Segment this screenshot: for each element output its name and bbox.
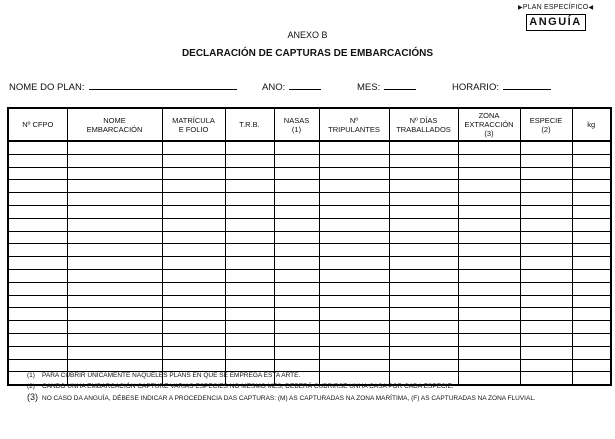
table-cell[interactable]	[225, 308, 274, 321]
table-cell[interactable]	[67, 269, 162, 282]
table-cell[interactable]	[389, 193, 458, 206]
table-cell[interactable]	[8, 231, 67, 244]
table-cell[interactable]	[225, 257, 274, 270]
table-cell[interactable]	[225, 321, 274, 334]
table-cell[interactable]	[67, 180, 162, 193]
table-cell[interactable]	[572, 269, 611, 282]
table-cell[interactable]	[520, 346, 572, 359]
table-cell[interactable]	[67, 167, 162, 180]
table-cell[interactable]	[274, 257, 319, 270]
table-cell[interactable]	[162, 244, 225, 257]
month-line[interactable]	[384, 80, 416, 90]
table-cell[interactable]	[162, 154, 225, 167]
year-line[interactable]	[289, 80, 321, 90]
table-row	[8, 244, 611, 257]
table-cell[interactable]	[389, 180, 458, 193]
table-cell[interactable]	[162, 193, 225, 206]
table-cell[interactable]	[319, 167, 389, 180]
table-cell[interactable]	[225, 295, 274, 308]
table-cell[interactable]	[458, 308, 520, 321]
table-cell[interactable]	[67, 193, 162, 206]
table-cell[interactable]	[319, 333, 389, 346]
table-cell[interactable]	[67, 154, 162, 167]
table-cell[interactable]	[520, 269, 572, 282]
column-header: NOME EMBARCACIÓN	[67, 108, 162, 141]
table-cell[interactable]	[319, 346, 389, 359]
table-cell[interactable]	[319, 257, 389, 270]
table-cell[interactable]	[67, 218, 162, 231]
table-row	[8, 269, 611, 282]
table-cell[interactable]	[389, 257, 458, 270]
table-cell[interactable]	[67, 141, 162, 154]
footnote-number: (2)	[27, 383, 35, 390]
table-cell[interactable]	[572, 282, 611, 295]
table-cell[interactable]	[458, 244, 520, 257]
table-cell[interactable]	[162, 141, 225, 154]
table-cell[interactable]	[572, 257, 611, 270]
table-cell[interactable]	[389, 141, 458, 154]
table-cell[interactable]	[520, 308, 572, 321]
footnote	[27, 381, 536, 392]
table-cell[interactable]	[572, 205, 611, 218]
column-header: ESPECIE (2)	[520, 108, 572, 141]
footnotes	[27, 370, 536, 404]
column-header: Nº TRIPULANTES	[319, 108, 389, 141]
table-cell[interactable]	[274, 180, 319, 193]
table-cell[interactable]	[572, 180, 611, 193]
table-cell[interactable]	[162, 257, 225, 270]
table-cell[interactable]	[458, 257, 520, 270]
table-cell[interactable]	[67, 295, 162, 308]
table-cell[interactable]	[572, 359, 611, 372]
plan-label	[518, 3, 593, 13]
table-cell[interactable]	[67, 257, 162, 270]
table-cell[interactable]	[225, 282, 274, 295]
table-cell[interactable]	[8, 257, 67, 270]
table-cell[interactable]	[458, 154, 520, 167]
table-cell[interactable]	[572, 333, 611, 346]
table-cell[interactable]	[162, 205, 225, 218]
table-cell[interactable]	[319, 269, 389, 282]
footnote-text: CANDO UNHA EMBARCACIÓN CAPTURE VARIAS ESPECIES NO MESMO MES, DEBERÁ CUBRIRSE UNHA CASA POR CADA ESPECIE.	[42, 383, 454, 390]
table-cell[interactable]	[67, 308, 162, 321]
table-cell[interactable]	[162, 218, 225, 231]
plan-badge	[518, 3, 593, 31]
table-cell[interactable]	[8, 167, 67, 180]
table-cell[interactable]	[162, 308, 225, 321]
plan-name-field[interactable]	[9, 80, 237, 93]
table-cell[interactable]	[572, 295, 611, 308]
table-row	[8, 295, 611, 308]
table-cell[interactable]	[274, 346, 319, 359]
table-cell[interactable]	[8, 333, 67, 346]
table-cell[interactable]	[458, 269, 520, 282]
table-cell[interactable]	[319, 244, 389, 257]
table-row	[8, 154, 611, 167]
table-cell[interactable]	[162, 269, 225, 282]
schedule-line[interactable]	[503, 80, 551, 90]
table-cell[interactable]	[67, 244, 162, 257]
table-cell[interactable]	[520, 295, 572, 308]
table-cell[interactable]	[458, 333, 520, 346]
table-cell[interactable]	[225, 333, 274, 346]
plan-name-label: NOME DO PLAN:	[9, 82, 85, 93]
table-cell[interactable]	[389, 154, 458, 167]
table-cell[interactable]	[319, 231, 389, 244]
table-cell[interactable]	[458, 321, 520, 334]
table-cell[interactable]	[572, 321, 611, 334]
table-cell[interactable]	[572, 193, 611, 206]
table-cell[interactable]	[319, 295, 389, 308]
table-row	[8, 205, 611, 218]
table-cell[interactable]	[389, 218, 458, 231]
table-cell[interactable]	[572, 308, 611, 321]
table-row	[8, 257, 611, 270]
table-cell[interactable]	[572, 154, 611, 167]
table-cell[interactable]	[458, 180, 520, 193]
table-cell[interactable]	[274, 295, 319, 308]
table-cell[interactable]	[319, 180, 389, 193]
table-row	[8, 218, 611, 231]
table-cell[interactable]	[8, 218, 67, 231]
table-cell[interactable]	[8, 321, 67, 334]
year-label: ANO:	[262, 82, 286, 93]
column-header: NASAS (1)	[274, 108, 319, 141]
table-cell[interactable]	[274, 154, 319, 167]
table-cell[interactable]	[225, 154, 274, 167]
table-cell[interactable]	[389, 321, 458, 334]
table-cell[interactable]	[520, 333, 572, 346]
footnote-text: PARA CUBRIR UNICAMENTE NAQUELES PLANS EN QUE SE EMPREGA ESTA ARTE.	[42, 372, 301, 379]
table-cell[interactable]	[389, 346, 458, 359]
table-cell[interactable]	[225, 231, 274, 244]
table-cell[interactable]	[572, 231, 611, 244]
table-cell[interactable]	[389, 167, 458, 180]
table-cell[interactable]	[225, 346, 274, 359]
table-row	[8, 193, 611, 206]
table-cell[interactable]	[274, 167, 319, 180]
page-title: DECLARACIÓN DE CAPTURAS DE EMBARCACIÓNS	[181, 48, 434, 59]
table-cell[interactable]	[520, 218, 572, 231]
table-row	[8, 321, 611, 334]
table-cell[interactable]	[274, 269, 319, 282]
table-cell[interactable]	[572, 372, 611, 385]
table-body	[8, 141, 611, 385]
table-cell[interactable]	[458, 282, 520, 295]
table-cell[interactable]	[225, 167, 274, 180]
plan-label-text: PLAN ESPECÍFICO	[522, 4, 589, 11]
table-cell[interactable]	[162, 167, 225, 180]
table-cell[interactable]	[162, 321, 225, 334]
table-cell[interactable]	[225, 269, 274, 282]
table-cell[interactable]	[225, 180, 274, 193]
table-row	[8, 141, 611, 154]
table-cell[interactable]	[8, 205, 67, 218]
column-header: MATRÍCULA E FOLIO	[162, 108, 225, 141]
table-cell[interactable]	[458, 295, 520, 308]
table-row	[8, 180, 611, 193]
table-cell[interactable]	[274, 244, 319, 257]
table-cell[interactable]	[572, 141, 611, 154]
table-cell[interactable]	[389, 333, 458, 346]
table-cell[interactable]	[319, 141, 389, 154]
footnote-number: (3)	[27, 392, 38, 402]
table-cell[interactable]	[274, 333, 319, 346]
table-cell[interactable]	[319, 218, 389, 231]
footnote	[27, 370, 536, 381]
table-cell[interactable]	[274, 282, 319, 295]
table-row	[8, 346, 611, 359]
table-cell[interactable]	[225, 205, 274, 218]
table-cell[interactable]	[458, 167, 520, 180]
schedule-field[interactable]	[452, 80, 551, 93]
table-cell[interactable]	[8, 180, 67, 193]
table-cell[interactable]	[67, 346, 162, 359]
table-cell[interactable]	[319, 282, 389, 295]
table-cell[interactable]	[389, 231, 458, 244]
table-cell[interactable]	[389, 269, 458, 282]
table-cell[interactable]	[8, 244, 67, 257]
table-cell[interactable]	[520, 257, 572, 270]
month-field[interactable]	[357, 80, 416, 93]
table-cell[interactable]	[67, 282, 162, 295]
table-cell[interactable]	[458, 141, 520, 154]
table-cell[interactable]	[162, 346, 225, 359]
table-cell[interactable]	[520, 244, 572, 257]
table-cell[interactable]	[572, 346, 611, 359]
table-cell[interactable]	[389, 308, 458, 321]
table-cell[interactable]	[225, 141, 274, 154]
table-cell[interactable]	[319, 321, 389, 334]
table-cell[interactable]	[458, 205, 520, 218]
table-cell[interactable]	[319, 205, 389, 218]
species-box: ANGUÍA	[526, 14, 586, 31]
plan-name-line[interactable]	[89, 80, 237, 90]
table-cell[interactable]	[520, 167, 572, 180]
table-cell[interactable]	[162, 295, 225, 308]
column-header: kg	[572, 108, 611, 141]
table-cell[interactable]	[274, 141, 319, 154]
table-cell[interactable]	[274, 231, 319, 244]
table-cell[interactable]	[274, 193, 319, 206]
table-cell[interactable]	[8, 269, 67, 282]
table-cell[interactable]	[8, 141, 67, 154]
table-cell[interactable]	[389, 205, 458, 218]
table-cell[interactable]	[8, 308, 67, 321]
table-cell[interactable]	[67, 333, 162, 346]
table-header-row	[8, 108, 611, 141]
column-header: Nº DÍAS TRABALLADOS	[389, 108, 458, 141]
table-cell[interactable]	[458, 346, 520, 359]
table-row	[8, 308, 611, 321]
table-cell[interactable]	[67, 231, 162, 244]
table-cell[interactable]	[274, 308, 319, 321]
table-row	[8, 231, 611, 244]
table-cell[interactable]	[8, 346, 67, 359]
table-cell[interactable]	[225, 193, 274, 206]
column-header: Nº CFPO	[8, 108, 67, 141]
triangle-left-icon: ◀	[588, 5, 594, 11]
table-cell[interactable]	[8, 282, 67, 295]
table-cell[interactable]	[319, 154, 389, 167]
footnote-text: NO CASO DA ANGUÍA, DÉBESE INDICAR A PROCEDENCIA DAS CAPTURAS: (M) AS CAPTURADAS NA ZONA MARÍTIMA, (F) AS CAPTURADAS NA ZONA FLUVIAL.	[42, 395, 536, 402]
table-cell[interactable]	[520, 205, 572, 218]
schedule-label: HORARIO:	[452, 82, 499, 93]
table-cell[interactable]	[67, 321, 162, 334]
table-cell[interactable]	[458, 231, 520, 244]
table-cell[interactable]	[8, 154, 67, 167]
table-row	[8, 333, 611, 346]
table-cell[interactable]	[458, 193, 520, 206]
table-cell[interactable]	[520, 154, 572, 167]
table-cell[interactable]	[520, 231, 572, 244]
table-cell[interactable]	[520, 193, 572, 206]
table-cell[interactable]	[274, 321, 319, 334]
table-cell[interactable]	[162, 282, 225, 295]
table-cell[interactable]	[274, 218, 319, 231]
column-header: T.R.B.	[225, 108, 274, 141]
triangle-right-icon: ▶	[518, 5, 523, 11]
table-cell[interactable]	[520, 321, 572, 334]
table-cell[interactable]	[225, 244, 274, 257]
table-cell[interactable]	[162, 333, 225, 346]
table-cell[interactable]	[225, 218, 274, 231]
table-cell[interactable]	[520, 180, 572, 193]
column-header: ZONA EXTRACCIÓN (3)	[458, 108, 520, 141]
table-cell[interactable]	[572, 244, 611, 257]
footnote-number: (1)	[27, 372, 35, 379]
table-cell[interactable]	[389, 295, 458, 308]
footnote	[27, 392, 536, 404]
table-cell[interactable]	[274, 205, 319, 218]
table-row	[8, 282, 611, 295]
month-label: MES:	[357, 82, 381, 93]
annex-label: ANEXO B	[287, 30, 328, 40]
table-cell[interactable]	[458, 218, 520, 231]
table-cell[interactable]	[8, 193, 67, 206]
table-row	[8, 167, 611, 180]
catch-table	[7, 107, 612, 386]
table-cell[interactable]	[67, 205, 162, 218]
table-cell[interactable]	[8, 295, 67, 308]
year-field[interactable]	[262, 80, 321, 93]
table-cell[interactable]	[319, 193, 389, 206]
table-cell[interactable]	[520, 141, 572, 154]
table-cell[interactable]	[162, 180, 225, 193]
table-cell[interactable]	[572, 218, 611, 231]
table-cell[interactable]	[162, 231, 225, 244]
table-cell[interactable]	[572, 167, 611, 180]
table-cell[interactable]	[389, 244, 458, 257]
table-cell[interactable]	[389, 282, 458, 295]
table-cell[interactable]	[319, 308, 389, 321]
table-cell[interactable]	[520, 282, 572, 295]
